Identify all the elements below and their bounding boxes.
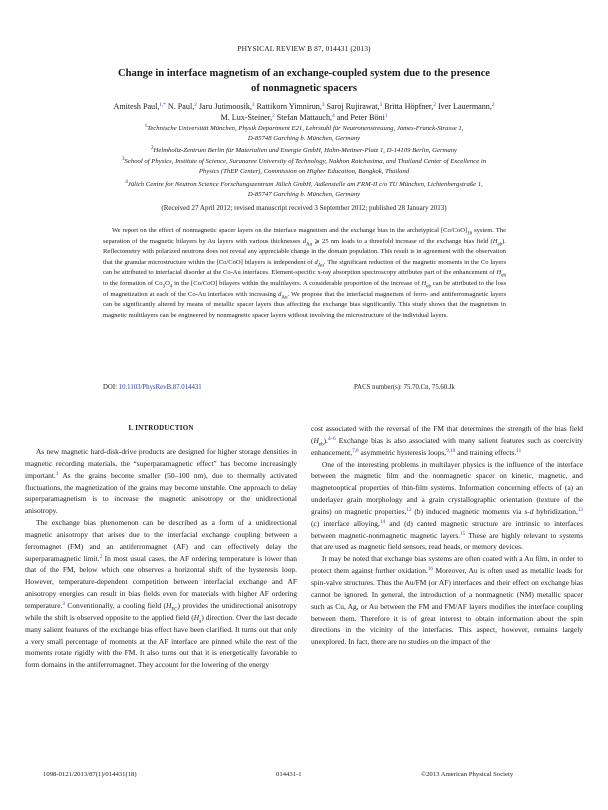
citation-link[interactable]: 15	[460, 530, 466, 537]
citation-link[interactable]: 3	[62, 600, 65, 607]
paragraph: One of the interesting problems in multilayer physics is the influence of the interface between the magnetic film and the nonmagnetic spacer on kinetic, magnetic, and magnetooptical properties of thin-film systems. Information concerning effects of (a) an underlayer grain morphology and a grain crystallographic orientation (texture of the grains) on magnetic properties,$^{12}$ (b) induced magnetic moments via s-d hybridization,$^{13}$ (c) interface alloying,$^{14}$ and (d) canted magnetic structure are intrinsic to interfaces between magnetic-nonmagnetic magnetic layers.$^{15}$ These are highly relevant to systems that are used as magnetic field sensors, read heads, or memory devices.	[311, 459, 583, 552]
author-list	[40, 101, 568, 123]
citation-link[interactable]: 12	[406, 506, 412, 513]
footer-page-number: 014431-1	[276, 771, 302, 778]
pacs-numbers: PACS number(s): 75.70.Cn, 75.60.Jk	[354, 384, 455, 391]
citation-link[interactable]: 13	[577, 506, 583, 513]
author[interactable]: Iver Lauermann,$^2$	[437, 102, 495, 111]
journal-header: PHYSICAL REVIEW B 87, 014431 (2013)	[237, 44, 371, 53]
author[interactable]: Rattikorn Yimnirun,$^3$	[256, 102, 325, 111]
affil-ref[interactable]: 2	[433, 102, 436, 108]
citation-link[interactable]: 11	[516, 447, 522, 454]
affil-ref[interactable]: 3	[321, 102, 325, 108]
doi-link[interactable]: 10.1103/PhysRevB.87.014431	[118, 384, 202, 391]
author[interactable]: M. Lux-Steiner,$^2$	[220, 113, 275, 122]
section-heading-introduction: I. INTRODUCTION	[128, 424, 194, 432]
affiliation-2: $^2$Helmholtz-Zentrum Berlin für Materialien und Energie GmbH, Hahn-Meitner-Platz 1, D-14109 Berlin, Germany	[150, 145, 458, 154]
citation-link[interactable]: 14	[379, 518, 386, 525]
footer-copyright: ©2013 American Physical Society	[421, 771, 514, 778]
affil-ref[interactable]: 4	[332, 113, 335, 119]
affil-ref[interactable]: 1,*	[159, 102, 166, 108]
paper-title	[40, 67, 568, 96]
affil-ref[interactable]: 2	[491, 102, 495, 108]
affil-ref[interactable]: 3	[379, 102, 383, 108]
affil-ref[interactable]: 2	[272, 113, 275, 119]
title-line-1: Change in interface magnetism of an exchange-coupled system due to the presence	[117, 68, 491, 79]
doi: DOI: 10.1103/PhysRevB.87.014431	[103, 384, 202, 391]
author[interactable]: N. Paul,$^2$	[167, 102, 197, 111]
citation-link[interactable]: 2	[99, 553, 103, 560]
paragraph: As new magnetic hard-disk-drive products are designed for higher storage densities in magnetic recording materials, the “superparamagnetic effect” has become increasingly important.$^1$ As the grains become smaller (50–100 nm), due to thermally activated fluctuations, the magnetization of the grains may become unstable. One approach to delay superparamagnetism is to increase the magnetic anisotropy or the unidirectional anisotropy.	[25, 447, 297, 516]
paragraph: cost associated with the reversal of the FM that determines the strength of the bias field $(H_{eb}).^{4-6}$ Exchange bias is also associated with many salient features such as coercivity enhancement,$^{7,8}$ asymmetric hysteresis loops,$^{9,10}$ and training effects.$^{11}$	[311, 424, 583, 457]
paragraph: The exchange bias phenomenon can be described as a form of a unidirectional magnetic anisotropy that arises due to the interfacial exchange coupling between a ferromagnet (FM) and an antiferromagnet (AF) and can effectively delay the superparamagnetic limit.$^2$ In most usual cases, the AF ordering temperature is lower than that of the FM, below which one observes a horizontal shift of the hysteresis loop. However, temperature-dependent competition between interfacial exchange and AF anisotropy energies can result in bias fields even for materials with higher AF ordering temperature.$^3$ Conventionally, a cooling field $(H_{FC})$ provides the unidirectional anisotropy while the shift is observed opposite to the applied field $(H_a)$ direction. Over the last decade many salient features of the exchange bias effect have been clarified. It turns out that only a very small percentage of moments at the AF interface are pinned while the rest of the moments rotate rigidly with the FM. It also turns out that it is energetically favorable to form domains in the antiferromagnet. They account for the lowering of the energy	[25, 518, 297, 670]
author[interactable]: Saroj Rujirawat,$^3$	[326, 102, 383, 111]
affiliation-3: $^3$School of Physics, Institute of Science, Suranaree University of Technology, Nakhon Ratchasima, and Thailand Center of Excellence in Physics (ThEP Center), Commission on Higher Education, Bangkok, Thailand	[121, 156, 487, 176]
affil-ref[interactable]: 3	[251, 102, 255, 108]
citation-link[interactable]: 7,8	[352, 447, 359, 454]
citation-link[interactable]: 16	[427, 566, 433, 573]
author[interactable]: Jaru Jutimoosik,$^3$	[198, 102, 255, 111]
footer-issn: 1098-0121/2013/87(1)/014431(18)	[43, 771, 137, 778]
author[interactable]: Stefan Mattauch,$^4$	[276, 113, 335, 122]
citation-link[interactable]: 4–6	[327, 435, 336, 442]
affil-ref[interactable]: 2	[194, 102, 197, 108]
affiliation-1: $^1$Technische Universität München, Physik Department E21, Lehrstuhl für Neutronenstreuung, James-Franck-Strasse 1, D-85748 Garching b. München, Germany	[144, 123, 464, 143]
left-column	[25, 446, 297, 671]
affil-ref[interactable]: 1	[384, 113, 388, 119]
citation-link[interactable]: 1	[55, 470, 59, 477]
abstract: We report on the effect of nonmagnetic spacer layers on the interface magnetism and the exchange bias in the archetypical $[Co/CoO]_{16}$ system. The separation of the magnetic bilayers by Au layers with various thicknesses $d_{Au}$ ⩾ 25 nm leads to a threefold increase of the exchange bias field $(H_{eb})$. Reflectometry with polarized neutrons does not reveal any appreciable change in the domain population. This result is in agreement with the observation that the granular microstructure within the [Co/CoO] bilayers is independent of $d_{Au}$. The significant reduction of the magnetic moments in the Co layers can be attributed to interfacial disorder at the Co-Au interfaces. Element-specific x-ray absorption spectroscopy attributes part of the enhancement of $H_{eb}$ to the formation of $Co_3O_4$ in the [Co/CoO] bilayers within the multilayers. A considerable proportion of the increase of $H_{eb}$ can be attributed to the loss of magnetization at each of the Co-Au interfaces with increasing $d_{Au}$. We propose that the interfacial magnetism of ferro- and antiferromagnetic layers can be significantly altered by means of metallic spacer layers thus affecting the exchange bias significantly. This study shows that the magnetism in magnetic multilayers can be engineered by nonmagnetic spacer layers without involving the microstructure of the individual layers.	[103, 227, 507, 319]
paragraph: It may be noted that exchange bias systems are often coated with a Au film, in order to protect them against further oxidation.$^{16}$ Moreover, Au is often used as metallic leads for spin-valve structures. Thus the Au/FM (or AF) interfaces and their effect on exchange bias cannot be ignored. In general, the introduction of a nonmagnetic (NM) metallic spacer such as Cu, Ag, or Au between the FM and FM/AF layers modifies the interface coupling between them. Therefore it is of great interest to obtain information about the spin directions in the vicinity of the interfaces. This aspect, however, remains largely unexplored. In fact, there are no studies on the impact of the	[311, 554, 584, 647]
title-line-2: of nonmagnetic spacers	[251, 82, 357, 94]
citation-link[interactable]: 9,10	[446, 447, 456, 454]
received-dates: (Received 27 April 2012; revised manuscript received 3 September 2012; published 28 January 2013)	[161, 204, 447, 212]
author[interactable]: and Peter Böni$^1$	[336, 113, 388, 122]
author[interactable]: Britta Höpfner,$^2$	[384, 102, 436, 111]
right-column	[311, 423, 583, 648]
affiliation-4: $^4$Jülich Centre for Neutron Science Forschungszentrum Jülich GmbH, Außenstelle am FRM-II c/o TU München, Lichtenbergstraße 1, D-85747 Garching b. München, Germany	[125, 179, 483, 199]
author[interactable]: Amitesh Paul,$^{1,*}$	[113, 102, 166, 111]
